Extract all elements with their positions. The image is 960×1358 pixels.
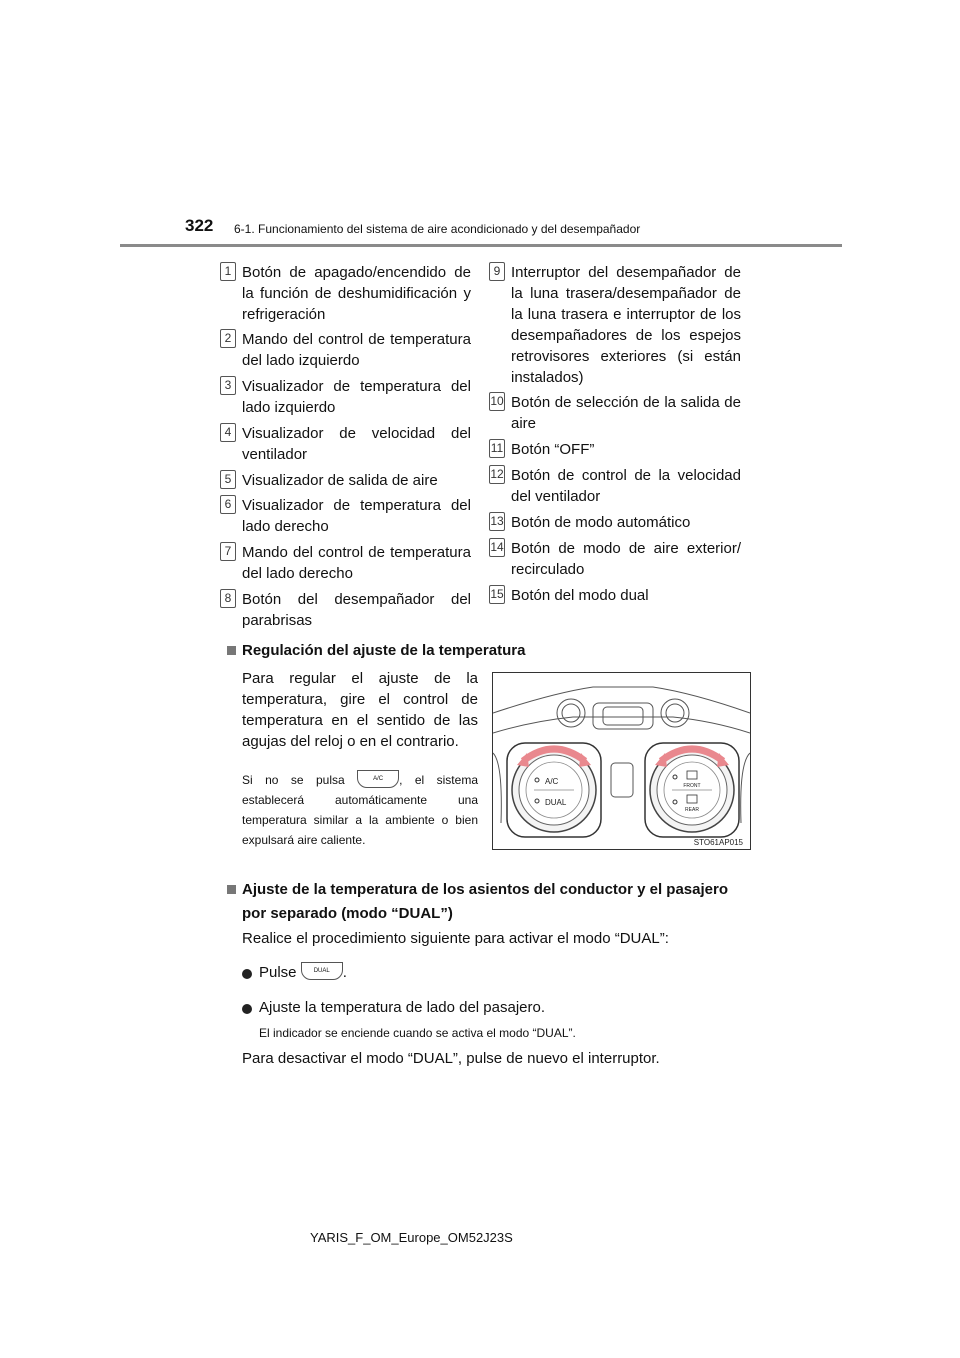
legend-number: 15 <box>489 585 505 604</box>
ac-note <box>242 770 478 850</box>
temperature-instructions: Para regular el ajuste de la temperatura, gire el control de temperatura en el sentido de las agujas del reloj o en el contrario. <box>242 670 478 750</box>
legend-number: 8 <box>220 589 236 608</box>
section-marker <box>227 646 236 655</box>
legend-text: Botón del modo dual <box>511 587 649 604</box>
left-temperature-knob <box>507 743 601 837</box>
legend-text: Visualizador de temperatura del lado izquierdo <box>242 378 471 416</box>
ac-label: A/C <box>545 777 559 786</box>
ac-note-suffix: , el sistema establecerá automáticamente una temperatura similar a la ambiente o bien expulsará aire caliente. <box>242 773 478 847</box>
legend-number: 3 <box>220 376 236 395</box>
legend-number: 14 <box>489 538 505 557</box>
legend-number: 6 <box>220 495 236 514</box>
legend-number: 11 <box>489 439 505 458</box>
legend-number: 12 <box>489 465 505 484</box>
figure-code: STO61AP015 <box>693 838 743 847</box>
legend-text: Botón de modo de aire exterior/ recirculado <box>511 540 741 578</box>
legend-text: Botón de selección de la salida de aire <box>511 394 741 432</box>
legend-item <box>242 542 471 584</box>
legend-text: Botón de modo automático <box>511 514 691 531</box>
legend-text: Botón de control de la velocidad del ventilador <box>511 467 741 505</box>
bullet-icon <box>242 969 252 979</box>
legend-text: Visualizador de temperatura del lado derecho <box>242 497 471 535</box>
section-heading-dual <box>242 879 742 924</box>
section-heading-temperature: Regulación del ajuste de la temperatura <box>242 642 526 659</box>
front-label: FRONT <box>683 783 701 789</box>
dual-outro: Para desactivar el modo “DUAL”, pulse de nuevo el interruptor. <box>242 1050 660 1067</box>
legend-text: Botón del desempañador del parabrisas <box>242 591 471 629</box>
legend-text: Interruptor del desempañador de la luna trasera/desempañador de la luna trasera e interruptor de los desempañadores de los espejos retrovisores exteriores (si están instalados) <box>511 264 741 386</box>
legend-item <box>242 423 471 465</box>
legend-item <box>511 512 741 533</box>
dual-step-2-note: El indicador se enciende cuando se activa el modo “DUAL”. <box>259 1026 576 1040</box>
dual-step-2: Ajuste la temperatura de lado del pasajero. <box>259 999 546 1016</box>
legend-text: Botón de apagado/encendido de la función de deshumidificación y refrigeración <box>242 264 471 323</box>
section-header: 6-1. Funcionamiento del sistema de aire acondicionado y del desempañador <box>234 222 641 236</box>
legend-text: Botón “OFF” <box>511 441 595 458</box>
dual-step-1 <box>259 962 739 983</box>
legend-text: Visualizador de velocidad del ventilador <box>242 425 471 463</box>
climate-control-illustration <box>492 672 751 850</box>
legend-item <box>511 465 741 507</box>
legend-item <box>511 439 741 460</box>
legend-item <box>511 538 741 580</box>
footer-code: YARIS_F_OM_Europe_OM52J23S <box>310 1230 513 1245</box>
legend-number: 9 <box>489 262 505 281</box>
legend-number: 1 <box>220 262 236 281</box>
page-number: 322 <box>185 216 214 235</box>
dual-heading-line2: por separado (modo “DUAL”) <box>242 905 453 922</box>
legend-item <box>242 495 471 537</box>
ac-button-icon: A/C <box>357 770 399 788</box>
legend-item <box>242 262 471 325</box>
rear-label: REAR <box>685 807 699 813</box>
legend-item <box>511 392 741 434</box>
legend-number: 7 <box>220 542 236 561</box>
legend-item <box>242 376 471 418</box>
step1-suffix: . <box>342 964 347 981</box>
legend-item <box>511 585 741 606</box>
legend-number: 10 <box>489 392 505 411</box>
dual-intro: Realice el procedimiento siguiente para activar el modo “DUAL”: <box>242 930 669 947</box>
header-divider <box>120 244 842 247</box>
step1-prefix: Pulse <box>259 964 297 981</box>
legend-number: 5 <box>220 470 236 489</box>
legend-text: Mando del control de temperatura del lado derecho <box>242 544 471 582</box>
climate-panel-drawing <box>493 673 750 849</box>
dual-heading-line1: Ajuste de la temperatura de los asientos del conductor y el pasajero <box>242 881 728 898</box>
legend-item <box>242 329 471 371</box>
legend-item <box>511 262 741 388</box>
right-temperature-knob <box>645 743 739 837</box>
legend-number: 13 <box>489 512 505 531</box>
ac-note-prefix: Si no se pulsa <box>242 773 345 787</box>
dual-label: DUAL <box>545 798 567 807</box>
legend-number: 4 <box>220 423 236 442</box>
legend-number: 2 <box>220 329 236 348</box>
legend-text: Visualizador de salida de aire <box>242 472 438 489</box>
dual-button-icon: DUAL <box>301 962 343 980</box>
bullet-icon <box>242 1004 252 1014</box>
section-marker <box>227 885 236 894</box>
legend-item <box>242 589 471 631</box>
legend-text: Mando del control de temperatura del lado izquierdo <box>242 331 471 369</box>
legend-item <box>242 470 471 491</box>
